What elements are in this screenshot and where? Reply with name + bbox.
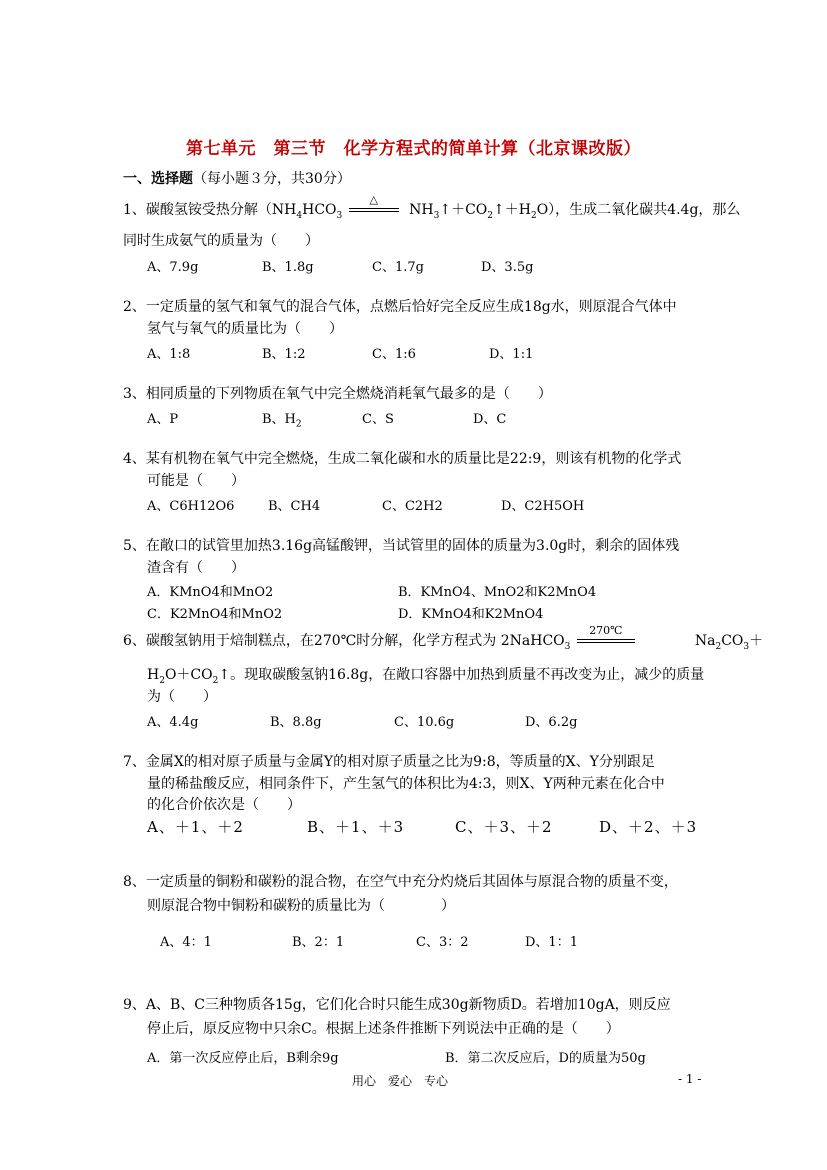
- question-4-line-1: 4、某有机物在氧气中完全燃烧，生成二氧化碳和水的质量比是22:9，则该有机物的化学式: [123, 451, 682, 467]
- section-note: （每小题３分，共30分）: [193, 171, 351, 187]
- q4-option-d: D、C2H5OH: [501, 499, 585, 514]
- q5-option-b: B．KMnO4、MnO2和K2MnO4: [398, 585, 597, 600]
- q7-option-d: D、＋2、＋3: [599, 818, 698, 836]
- question-8-line-1: 8、一定质量的铜粉和碳粉的混合物，在空气中充分灼烧后其固体与原混合物的质量不变，: [123, 874, 678, 890]
- question-7-line-3: 的化合价依次是（ ）: [147, 797, 301, 813]
- question-5-line-1: 5、在敞口的试管里加热3.16g高锰酸钾，当试管里的固体的质量为3.0g时，剩余的固体残: [123, 538, 680, 554]
- q1-option-d: D、3.5g: [481, 260, 534, 275]
- q1-option-a: A、7.9g: [147, 260, 199, 275]
- q1-option-c: C、1.7g: [372, 260, 424, 275]
- q4-option-a: A、C6H12O6: [147, 499, 235, 514]
- q3-option-b: B、$H_2$: [262, 412, 302, 430]
- question-6-line-2: $H_2O+CO_2↑$。现取碳酸氢钠16.8g，在敞口容器中加热到质量不再改变为止，减少的质量: [147, 667, 705, 686]
- question-6-line-3: 为（ ）: [147, 689, 217, 705]
- page-title: 第七单元 第三节 化学方程式的简单计算（北京课改版）: [186, 139, 641, 159]
- q7-option-c: C、＋3、＋2: [455, 818, 553, 836]
- q8-option-b: B、2：1: [292, 935, 345, 950]
- question-1-line-1: 1、碳酸氢铵受热分解（$NH_4HCO_3$ △ $NH_3↑+CO_2↑+H_2O$），生成二氧化碳共4.4g，那么: [123, 193, 741, 221]
- question-5-line-2: 渣含有（ ）: [147, 560, 245, 576]
- question-7-line-1: 7、金属X的相对原子质量与金属Y的相对原子质量之比为9:8，等质量的X、Y分别跟足: [123, 754, 655, 770]
- q7-option-a: A、＋1、＋2: [147, 818, 244, 836]
- q8-option-a: A、4：1: [160, 935, 212, 950]
- page-number: - 1 -: [678, 1072, 702, 1086]
- q9-option-b: B．第二次反应后，D的质量为50g: [445, 1051, 646, 1066]
- q5-option-c: C．K2MnO4和MnO2: [147, 607, 283, 622]
- q5-option-a: A．KMnO4和MnO2: [147, 585, 274, 600]
- q4-option-b: B、CH4: [268, 499, 321, 514]
- question-4-line-2: 可能是（ ）: [147, 473, 245, 489]
- reaction-arrow: 270℃: [577, 634, 635, 648]
- q4-option-c: C、C2H2: [382, 499, 443, 514]
- q6-option-d: D、6.2g: [525, 715, 578, 730]
- q2-option-b: B、1:2: [262, 347, 306, 362]
- q8-option-d: D、1：1: [525, 935, 578, 950]
- q6-option-a: A、4.4g: [147, 715, 199, 730]
- question-7-line-2: 量的稀盐酸反应，相同条件下，产生氢气的体积比为4:3，则X、Y两种元素在化合中: [147, 776, 665, 792]
- q2-option-a: A、1:8: [147, 347, 191, 362]
- footer-motto: 用心 爱心 专心: [352, 1074, 449, 1088]
- question-3-line-1: 3、相同质量的下列物质在氧气中完全燃烧消耗氧气最多的是（ ）: [123, 386, 552, 402]
- q5-option-d: D．KMnO4和K2MnO4: [398, 607, 544, 622]
- q3-option-a: A、P: [147, 412, 179, 427]
- q6-option-b: B、8.8g: [270, 715, 322, 730]
- q3-option-c: C、S: [362, 412, 394, 427]
- question-2-line-1: 2、一定质量的氢气和氧气的混合气体，点燃后恰好完全反应生成18g水，则原混合气体中: [123, 299, 677, 315]
- q9-option-a: A．第一次反应停止后，B剩余9g: [147, 1051, 339, 1066]
- section-heading: [123, 168, 351, 188]
- q2-option-c: C、1:6: [372, 347, 416, 362]
- question-9-line-2: 停止后，原反应物中只余C。根据上述条件推断下列说法中正确的是（ ）: [147, 1021, 620, 1037]
- question-6-line-1: 6、碳酸氢钠用于焙制糕点，在270℃时分解，化学方程式为 2NaHCO$_3$ 270℃ $Na_2CO_3+$: [123, 624, 764, 652]
- reaction-arrow: △: [349, 203, 399, 217]
- q1-option-b: B、1.8g: [262, 260, 314, 275]
- question-1-line-2: 同时生成氨气的质量为（ ）: [123, 233, 319, 249]
- question-9-line-1: 9、A、B、C三种物质各15g，它们化合时只能生成30g新物质D。若增加10gA，则反应: [123, 997, 671, 1013]
- q2-option-d: D、1:1: [489, 347, 534, 362]
- q7-option-b: B、＋1、＋3: [307, 818, 405, 836]
- section-label: 一、选择题: [123, 171, 193, 187]
- q8-option-c: C、3：2: [416, 935, 469, 950]
- q3-option-d: D、C: [473, 412, 507, 427]
- q6-option-c: C、10.6g: [394, 715, 455, 730]
- question-8-line-2: 则原混合物中铜粉和碳粉的质量比为（ ）: [147, 898, 455, 914]
- question-2-line-2: 氢气与氧气的质量比为（ ）: [147, 321, 343, 337]
